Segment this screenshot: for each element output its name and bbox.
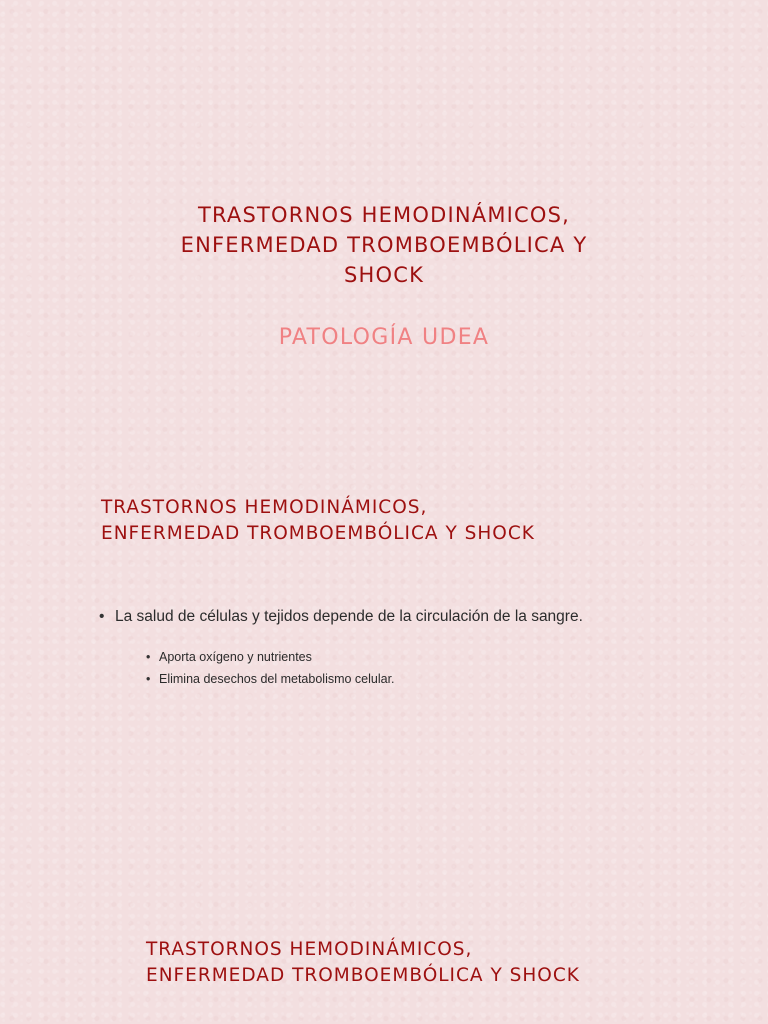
- slide-3-title-line-2: ENFERMEDAD TROMBOEMBÓLICA Y SHOCK: [146, 965, 580, 986]
- slide-2: [0, 430, 768, 910]
- slide-3-title: [146, 937, 746, 989]
- slide-2-title: [101, 495, 721, 547]
- slide-2-title-line-2: ENFERMEDAD TROMBOEMBÓLICA Y SHOCK: [101, 523, 535, 544]
- slide-2-title-line-1: TRASTORNOS HEMODINÁMICOS,: [101, 497, 428, 518]
- bullet-text: La salud de células y tejidos depende de la circulación de la sangre.: [115, 608, 583, 625]
- slide-1: [0, 0, 768, 430]
- slide-3: [0, 910, 768, 1024]
- bullet-item: [97, 606, 717, 690]
- sub-bullet-list: [145, 646, 717, 690]
- slide-1-subtitle: PATOLOGÍA UDEA: [278, 325, 490, 350]
- slide-1-title-line-2: ENFERMEDAD TROMBOEMBÓLICA Y: [180, 233, 588, 257]
- slide-3-title-line-1: TRASTORNOS HEMODINÁMICOS,: [146, 939, 473, 960]
- slide-2-bullet-list: [97, 606, 717, 690]
- slide-1-title-line-3: SHOCK: [343, 263, 425, 287]
- sub-bullet-item: • Elimina desechos del metabolismo celular.: [145, 668, 717, 690]
- slide-1-title: [0, 200, 768, 290]
- sub-bullet-item: • Aporta oxígeno y nutrientes: [145, 646, 717, 668]
- slide-1-title-line-1: TRASTORNOS HEMODINÁMICOS,: [197, 203, 571, 227]
